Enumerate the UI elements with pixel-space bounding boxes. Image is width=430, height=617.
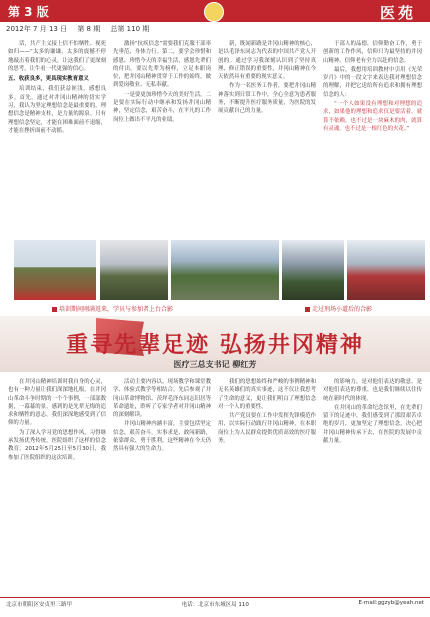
paragraph: 培训结束，我们获益匪浅，感想良多。首先，通过对井冈山精神的切实学习，我认为坚定理想信念是最重要的。理想信念是精神支柱，是力量的源泉。只有理想信念坚定，才能在困难面前不退缩，才能在挫折面前不动摇。 (8, 86, 106, 134)
feature-column-1 (8, 378, 106, 590)
paragraph: 为了深入学习党的思想作风，习得继承发扬优秀传统，医院组织了这样的信念教育。2012年5月25日至5月30日，我参加了医院组织的这次培训。 (8, 429, 106, 461)
paragraph: 作为一名医务工作者，要把井冈山精神落实到日常工作中，全心全意为患者服务，不断提升医疗服务质量，为医院的发展贡献自己的力量。 (218, 83, 316, 115)
photo-group-stage (171, 240, 279, 300)
caption-square-icon (52, 307, 57, 312)
footer-phone: 电话：北京市东城区局 110 (181, 602, 249, 608)
feature-headline: 重寻先辈足迹 弘扬井冈精神 (66, 332, 364, 358)
article-top-column-1 (8, 40, 106, 238)
photo-monument (100, 240, 168, 300)
photo-memorial-tower (282, 240, 344, 300)
photo-caption-right: 走过刑场小道后的合影 (305, 304, 372, 313)
paragraph: 在井冈山的革命纪念馆里，在先辈们留下的足迹中，我们感受到了那段艰苦卓绝的岁月，更加坚定了理想信念，决心把井冈山精神传承下去，在医院的发展中贡献力量。 (323, 404, 422, 445)
paragraph: 共产党员要在工作中发挥先锋模范作用，以实际行动践行井冈山精神，在本职岗位上为人民群众提供优质高效的医疗服务。 (218, 413, 316, 445)
paragraph: 话，共产主义接上信不怕牺牲。视死如归——“太多的谦谦，太多的震撼不停地敲击着我们的心灵，让这我们了更深刻的思考，让牛看一代更强的信心。 (8, 41, 106, 72)
paragraph: 我们的思想始终和严峻的事例精神和无名英雄们的真实事迹，这不仅让我思考了生命的意义，更让我们明白了理想信念对一个人的重要性。 (218, 379, 316, 410)
page-number: 第 3 版 (8, 5, 49, 19)
quote-paragraph: “一个人如果没有理想和对理想的追求，如果他的理想和追求仅是要活着，就算不依赖，也不过是一块麻木的肉，就算有灵魂，也不过是一根红色的火花。” (323, 101, 422, 132)
photo-flags-group (14, 240, 96, 300)
section-title: 医苑 (379, 4, 416, 22)
feature-column-2 (113, 378, 211, 590)
feature-column-3 (218, 378, 316, 590)
article-top-column-2 (113, 40, 211, 238)
article-top-column-3 (218, 40, 316, 238)
issue-meta (6, 24, 424, 38)
photo-caption-left: 培训期间刚满返来，学员与参加者上台合影 (52, 304, 173, 313)
issue-total: 总第 110 期 (110, 25, 150, 33)
feature-column-4 (323, 378, 422, 590)
paragraph: 于部人的品德，信仰勤奋工作，勇于创新的工作作风，信仰只为最坚持的井冈山精神，信仰老有全力以赴的信念。 (323, 41, 422, 64)
page-footer (0, 597, 430, 609)
issue-date: 2012年 7 月 13 日 (6, 25, 68, 33)
paragraph: 的影响力，是对他们表达的敬意。是对他们表达的尊重，也是我们继续以往传统在新时代的体现。 (323, 379, 422, 402)
paragraph: 井冈山精神内涵丰富，主要包括坚定信念、艰苦奋斗，实事求是、敢闯新路，依靠群众、勇于胜利。这些精神在今天仍然具有强大的生命力。 (113, 421, 211, 453)
photo-group-path (347, 240, 425, 300)
page-header (0, 0, 430, 22)
paragraph: 一是要更加珍惜今天的美好生活。二是要在实际行动中继承和发扬井冈山精神，坚定信念，艰苦奋斗，在平凡的工作岗位上做出不平凡的业绩。 (113, 91, 211, 123)
feature-byline: 医疗三总支书记 柳红芳 (173, 360, 257, 369)
paragraph: 激扬“抗疾信念”需要我们克服干部率先垂范、身体力行。第二，要学会珍惜和感恩。珍惜今天的幸福生活，感恩先辈们的付出。要以先辈为榜样，立足本职岗位，把井冈山精神贯穿于工作的始终，做到爱岗敬业、无私奉献。 (113, 41, 211, 89)
caption-square-icon (305, 307, 310, 312)
issue-number: 第 8 期 (77, 25, 101, 33)
article-top-column-4 (323, 40, 422, 238)
paragraph: 活动主要内容以，现场教学和课堂教学、体验式教学等相结合。先后参观了井冈山革命博物馆、茨坪毛泽东同志旧居等革命遗址，聆听了专家学者对井冈山精神的深刻解读。 (113, 379, 211, 419)
subheading: 五、收获良多，更具现实教育意义 (8, 76, 89, 83)
footer-email: E-mail:ggzyb@yeah.net (358, 600, 424, 606)
paragraph: 最后，我想用培训教材中引用《光荣岁月》中的一段文字来表达我对理想信念的理解，并把它送给所有追求和拥有理想信念的人： (323, 66, 422, 98)
paragraph: 在井冈山精神培训时我自身的心灵，也有一种力量让我们深深地扎根。在井冈山革命斗争时期的一个个事例，一部部数据，一幕幕的景，感到的是先辈无悔的追求和牺牲的意志，我们深深地感受到了信仰的力量。 (8, 379, 106, 427)
footer-address: 北京市朝阳区安贞里三路甲 (6, 602, 73, 608)
paragraph: 新，既闻新路是井冈山精神的核心，是以毛泽东同志为代表的中国共产党人开创的。通过学习我深刻认识到了坚持真理、修正错误的重要性，井冈山精神在今天依然具有重要的现实意义。 (218, 41, 316, 81)
hospital-emblem-icon (204, 2, 224, 22)
